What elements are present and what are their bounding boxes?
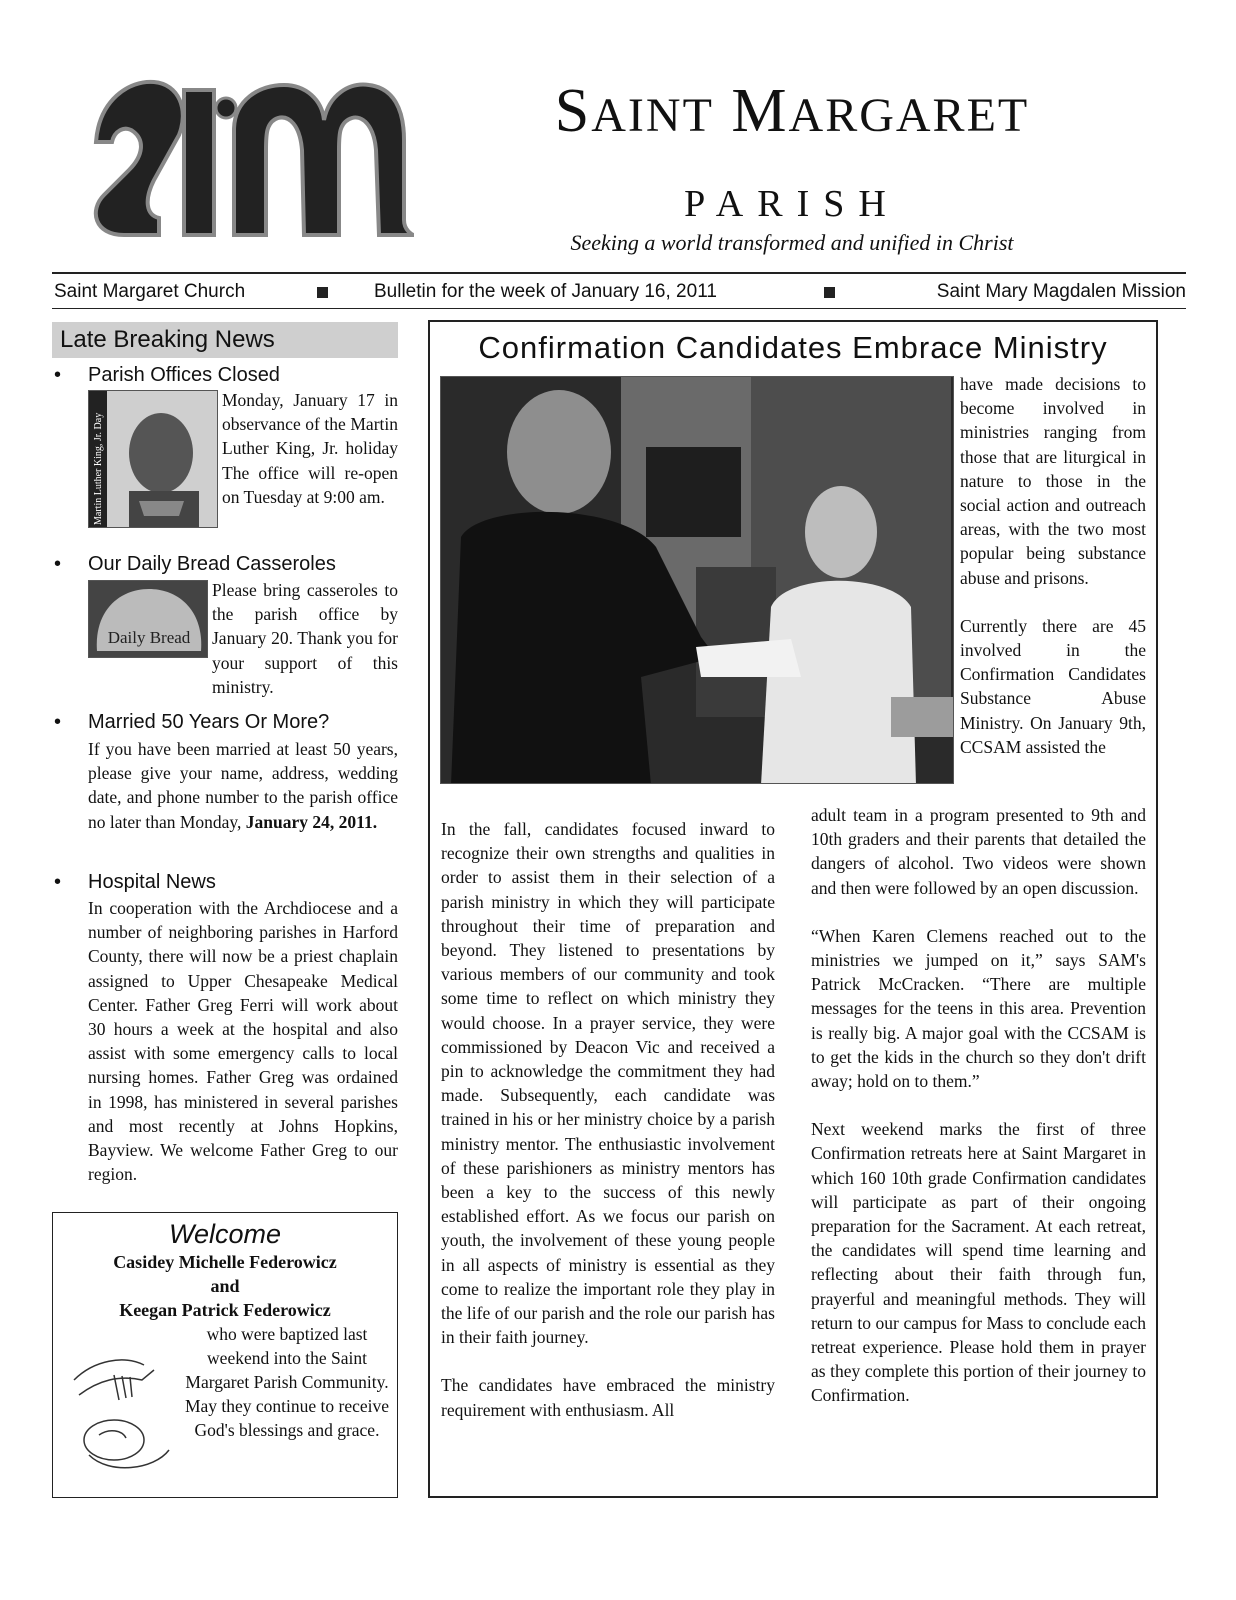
paragraph: have made decisions to become involved in ministries ranging from those that are liturgical in nature to those in the social action and outreach areas, with the two most popular being substance abuse and prisons. [960,374,1146,588]
baptized-name: Keegan Patrick Federowicz [119,1300,331,1320]
baptized-name: Casidey Michelle Federowicz [113,1252,337,1272]
daily-bread-caption: Daily Bread [107,628,191,647]
feature-column-right [811,803,1146,1432]
paragraph: In the fall, candidates focused inward to recognize their own strengths and qualities in order to assist them in their selection of a parish ministry in which they will participate throughout their time of preparation and beyond. They listened to presentations by various members of our community and took some time to reflect on which ministry they would choose. In a prayer service, they were commissioned by Deacon Vic and received a pin to acknowledge the commitment they had made. Subsequently, each candidate was trained in his or her ministry choice by a parish ministry mentor. The enthusiastic involvement of these parishioners as ministry mentors has been a key to the success of this newly established effort. As we focus our parish on youth, the involvement of these young people in all aspects of ministry is essential as they come to realize the important role they play in the life of our parish and the role our parish has in their faith journey. [441,819,775,1348]
header-rule [52,272,1186,274]
news-item-text: If you have been married at least 50 years, please give your name, address, wedding date, and phone number to the parish office no later than Monday, January 24, 2011. [88,739,398,832]
feature-column-left [441,817,775,1446]
parish-subtitle: PARISH [684,183,900,225]
square-separator-icon [317,287,328,298]
mission-name: Saint Mary Magdalen Mission [936,281,1186,302]
mlk-photo-caption: Martin Luther King, Jr. Day [93,412,104,525]
paragraph: “When Karen Clemens reached out to the ministries we jumped on it,” says SAM's Patrick McCracken. “There are multiple messages for the teens in this area. Prevention is really big. A major goal with the CCSAM is to get the kids in the church so they don't drift away; hold on to them.” [811,925,1146,1092]
daily-bread-photo [88,580,208,658]
news-item-title: • Our Daily Bread Casseroles [54,553,336,575]
paragraph: adult team in a program presented to 9th and 10th graders and their parents that detailed the dangers of alcohol. Two videos were shown and then were followed by an open discussion. [811,805,1146,898]
news-item-title: • Hospital News [54,871,216,893]
header-rule-bottom [52,308,1186,309]
parish-logo [84,60,414,255]
deadline-date: January 24, 2011. [245,811,378,832]
welcome-title: Welcome [168,1219,282,1249]
news-heading: Late Breaking News [52,322,398,358]
mlk-day-photo [88,390,218,528]
square-separator-icon [824,287,835,298]
conjunction: and [210,1276,240,1296]
news-item-text: Please bring casseroles to the parish office by January 20. Thank you for your support of this ministry. [212,580,398,697]
bulletin-info-bar [54,278,1186,306]
tagline: Seeking a world transformed and unified in Christ [570,230,1014,255]
paragraph: Next weekend marks the first of three Confirmation retreats here at Saint Margaret in which 160 10th grade Confirmation candidates will participate as part of their ongoing preparation for the Sacrament. At each retreat, the candidates will spend time learning and reflecting about their faith through fun, prayerful and meaningful methods. They will return to our campus for Mass to conclude each retreat experience. Please hold them in prayer as they complete this portion of their journey to Confirmation. [811,1119,1146,1406]
paragraph: Currently there are 45 involved in the Confirmation Candidates Substance Abuse Ministry. On January 9th, CCSAM assisted the [960,615,1146,757]
bulletin-date: Bulletin for the week of January 16, 2011 [374,281,717,302]
feature-title: Confirmation Candidates Embrace Ministry [478,330,1108,365]
news-item-text: Monday, January 17 in observance of the Martin Luther King, Jr. holiday The office will re-open on Tuesday at 9:00 am. [222,390,398,507]
paragraph: The candidates have embraced the ministry requirement with enthusiasm. All [441,1375,775,1420]
feature-side-text [960,372,1146,783]
welcome-message: who were baptized last weekend into the Saint Margaret Parish Community. May they continue to receive God's blessings and grace. [184,1324,390,1440]
baptism-illustration-icon [64,1340,184,1480]
parish-title: SAINT MARGARET [554,77,1030,145]
news-item-title: • Parish Offices Closed [54,364,280,386]
confirmation-photo [440,376,954,784]
church-name: Saint Margaret Church [54,281,246,302]
news-item-text: In cooperation with the Archdiocese and a number of neighboring parishes in Harford County, there will now be a priest chaplain assigned to Upper Chesapeake Medical Center. Father Greg Ferri will work about 30 hours a week at the hospital and also assist with some emergency calls to local nursing homes. Father Greg was ordained in 1998, has ministered in several parishes and most recently at Johns Hopkins, Bayview. We welcome Father Greg to our region. [88,898,398,1185]
news-item-title: • Married 50 Years Or More? [54,711,330,733]
